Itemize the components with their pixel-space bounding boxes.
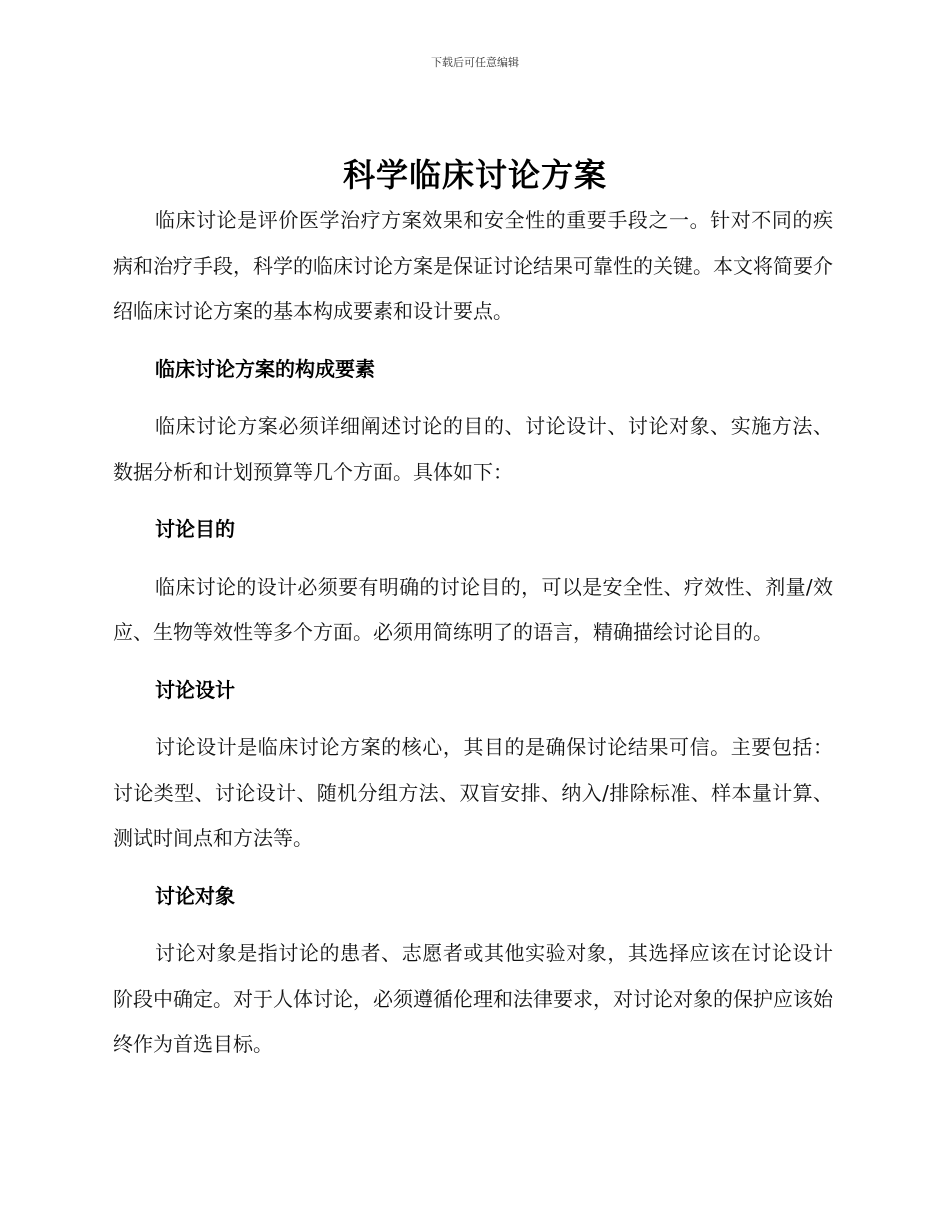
section-body-purpose: 临床讨论的设计必须要有明确的讨论目的，可以是安全性、疗效性、剂量/效应、生物等效性等多个方面。必须用简练明了的语言，精确描绘讨论目的。 (113, 574, 833, 644)
intro-paragraph: 临床讨论是评价医学治疗方案效果和安全性的重要手段之一。针对不同的疾病和治疗手段，科学的临床讨论方案是保证讨论结果可靠性的关键。本文将简要介绍临床讨论方案的基本构成要素和设计要点。 (113, 208, 833, 323)
header-note: 下载后可任意编辑 (431, 56, 519, 69)
section-heading-purpose: 讨论目的 (155, 517, 235, 541)
section-heading-design: 讨论设计 (155, 677, 235, 702)
section-heading-elements: 临床讨论方案的构成要素 (155, 356, 375, 381)
section-heading-subjects: 讨论对象 (155, 883, 235, 908)
section-body-design: 讨论设计是临床讨论方案的核心，其目的是确保讨论结果可信。主要包括：讨论类型、讨论设计、随机分组方法、双盲安排、纳入/排除标准、样本量计算、测试时间点和方法等。 (113, 735, 833, 850)
section-body-elements: 临床讨论方案必须详细阐述讨论的目的、讨论设计、讨论对象、实施方法、数据分析和计划预算等几个方面。具体如下： (113, 414, 833, 484)
section-body-subjects: 讨论对象是指讨论的患者、志愿者或其他实验对象，其选择应该在讨论设计阶段中确定。对于人体讨论，必须遵循伦理和法律要求，对讨论对象的保护应该始终作为首选目标。 (113, 941, 833, 1056)
document-body (113, 198, 833, 1068)
document-title: 科学临床讨论方案 (342, 156, 607, 194)
